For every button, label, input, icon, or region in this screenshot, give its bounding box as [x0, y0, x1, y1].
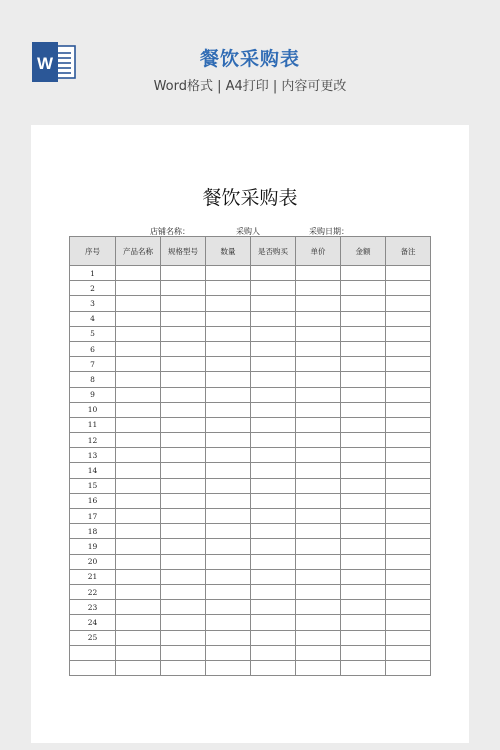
- table-cell[interactable]: [116, 266, 161, 281]
- table-cell[interactable]: [296, 524, 341, 539]
- table-cell[interactable]: [161, 584, 206, 599]
- table-cell[interactable]: [251, 584, 296, 599]
- table-cell[interactable]: [341, 493, 386, 508]
- table-cell[interactable]: [251, 357, 296, 372]
- table-cell[interactable]: [386, 266, 431, 281]
- table-cell[interactable]: [251, 326, 296, 341]
- table-row: [70, 296, 431, 311]
- table-cell[interactable]: [206, 493, 251, 508]
- table-cell[interactable]: [206, 281, 251, 296]
- row-index-cell: 19: [70, 539, 116, 554]
- row-index-cell: 23: [70, 600, 116, 615]
- header-purchased: 是否购买: [251, 237, 296, 266]
- table-cell[interactable]: [251, 509, 296, 524]
- table-row: [70, 539, 431, 554]
- table-cell[interactable]: [296, 509, 341, 524]
- table-cell[interactable]: [386, 402, 431, 417]
- table-row: [70, 554, 431, 569]
- row-index-cell: 25: [70, 630, 116, 645]
- table-cell[interactable]: [116, 600, 161, 615]
- table-cell[interactable]: [161, 281, 206, 296]
- row-index-cell: 18: [70, 524, 116, 539]
- table-cell[interactable]: [251, 417, 296, 432]
- table-cell[interactable]: [296, 281, 341, 296]
- table-cell[interactable]: [251, 554, 296, 569]
- table-cell[interactable]: [161, 600, 206, 615]
- table-cell[interactable]: [296, 417, 341, 432]
- table-row: [70, 341, 431, 356]
- table-cell[interactable]: [161, 615, 206, 630]
- row-index-cell: 14: [70, 463, 116, 478]
- table-cell[interactable]: [206, 402, 251, 417]
- table-cell[interactable]: [161, 326, 206, 341]
- table-cell[interactable]: [206, 615, 251, 630]
- table-cell[interactable]: [251, 387, 296, 402]
- table-cell[interactable]: [296, 630, 341, 645]
- table-cell[interactable]: [341, 417, 386, 432]
- table-cell[interactable]: [251, 311, 296, 326]
- table-cell[interactable]: [116, 311, 161, 326]
- table-header-row: [70, 237, 431, 266]
- table-row: [70, 357, 431, 372]
- table-cell[interactable]: [161, 524, 206, 539]
- purchase-table: [69, 236, 431, 676]
- table-cell[interactable]: [116, 660, 161, 675]
- table-cell[interactable]: [161, 266, 206, 281]
- table-cell[interactable]: [386, 372, 431, 387]
- table-cell[interactable]: [161, 463, 206, 478]
- table-cell[interactable]: [296, 584, 341, 599]
- table-row: [70, 372, 431, 387]
- table-row: [70, 326, 431, 341]
- table-cell[interactable]: [296, 600, 341, 615]
- table-cell[interactable]: [116, 630, 161, 645]
- table-cell[interactable]: [341, 478, 386, 493]
- row-index-cell: [70, 645, 116, 660]
- table-cell[interactable]: [386, 630, 431, 645]
- table-row: [70, 387, 431, 402]
- table-cell[interactable]: [386, 524, 431, 539]
- table-cell[interactable]: [296, 645, 341, 660]
- table-cell[interactable]: [296, 296, 341, 311]
- banner-title: 餐饮采购表: [199, 48, 300, 70]
- table-cell[interactable]: [161, 433, 206, 448]
- table-cell[interactable]: [386, 311, 431, 326]
- table-row: [70, 266, 431, 281]
- table-cell[interactable]: [386, 554, 431, 569]
- table-cell[interactable]: [296, 357, 341, 372]
- row-index-cell: 15: [70, 478, 116, 493]
- table-cell[interactable]: [116, 296, 161, 311]
- table-cell[interactable]: [341, 615, 386, 630]
- table-cell[interactable]: [296, 326, 341, 341]
- table-row: [70, 448, 431, 463]
- row-index-cell: 4: [70, 311, 116, 326]
- table-row: [70, 615, 431, 630]
- table-cell[interactable]: [206, 372, 251, 387]
- table-cell[interactable]: [206, 509, 251, 524]
- table-cell[interactable]: [116, 372, 161, 387]
- row-index-cell: 7: [70, 357, 116, 372]
- table-cell[interactable]: [161, 357, 206, 372]
- table-cell[interactable]: [386, 584, 431, 599]
- table-cell[interactable]: [206, 463, 251, 478]
- table-cell[interactable]: [161, 660, 206, 675]
- row-index-cell: 16: [70, 493, 116, 508]
- table-cell[interactable]: [296, 660, 341, 675]
- table-cell[interactable]: [386, 569, 431, 584]
- table-row: [70, 600, 431, 615]
- row-index-cell: 12: [70, 433, 116, 448]
- row-index-cell: 13: [70, 448, 116, 463]
- table-cell[interactable]: [386, 387, 431, 402]
- document-title: 餐饮采购表: [202, 187, 298, 209]
- table-row: [70, 569, 431, 584]
- table-cell[interactable]: [296, 387, 341, 402]
- table-cell[interactable]: [251, 266, 296, 281]
- table-row: [70, 660, 431, 675]
- table-cell[interactable]: [206, 448, 251, 463]
- table-cell[interactable]: [116, 433, 161, 448]
- table-cell[interactable]: [251, 478, 296, 493]
- table-cell[interactable]: [161, 539, 206, 554]
- table-cell[interactable]: [116, 584, 161, 599]
- table-cell[interactable]: [251, 539, 296, 554]
- banner: [0, 0, 500, 125]
- row-index-cell: 3: [70, 296, 116, 311]
- table-cell[interactable]: [386, 296, 431, 311]
- row-index-cell: 20: [70, 554, 116, 569]
- row-index-cell: 22: [70, 584, 116, 599]
- table-cell[interactable]: [116, 463, 161, 478]
- table-cell[interactable]: [386, 326, 431, 341]
- table-cell[interactable]: [341, 357, 386, 372]
- table-cell[interactable]: [341, 660, 386, 675]
- table-cell[interactable]: [386, 448, 431, 463]
- table-cell[interactable]: [386, 281, 431, 296]
- table-cell[interactable]: [251, 569, 296, 584]
- table-cell[interactable]: [161, 509, 206, 524]
- table-cell[interactable]: [116, 478, 161, 493]
- row-index-cell: [70, 660, 116, 675]
- table-cell[interactable]: [251, 660, 296, 675]
- table-cell[interactable]: [251, 433, 296, 448]
- table-row: [70, 493, 431, 508]
- table-cell[interactable]: [296, 433, 341, 448]
- table-cell[interactable]: [161, 448, 206, 463]
- table-row: [70, 402, 431, 417]
- table-cell[interactable]: [296, 372, 341, 387]
- table-cell[interactable]: [251, 615, 296, 630]
- table-cell[interactable]: [296, 448, 341, 463]
- table-cell[interactable]: [386, 433, 431, 448]
- table-cell[interactable]: [206, 478, 251, 493]
- row-index-cell: 10: [70, 402, 116, 417]
- table-cell[interactable]: [296, 569, 341, 584]
- table-cell[interactable]: [296, 402, 341, 417]
- table-cell[interactable]: [296, 539, 341, 554]
- table-cell[interactable]: [341, 402, 386, 417]
- table-cell[interactable]: [341, 311, 386, 326]
- table-cell[interactable]: [161, 341, 206, 356]
- table-cell[interactable]: [161, 296, 206, 311]
- table-cell[interactable]: [206, 584, 251, 599]
- table-cell[interactable]: [296, 266, 341, 281]
- table-cell[interactable]: [161, 372, 206, 387]
- table-cell[interactable]: [296, 554, 341, 569]
- header-index: 序号: [70, 237, 116, 266]
- table-cell[interactable]: [161, 645, 206, 660]
- table-cell[interactable]: [386, 357, 431, 372]
- table-cell[interactable]: [206, 539, 251, 554]
- table-cell[interactable]: [386, 615, 431, 630]
- table-cell[interactable]: [206, 645, 251, 660]
- table-cell[interactable]: [386, 478, 431, 493]
- table-cell[interactable]: [251, 630, 296, 645]
- table-cell[interactable]: [251, 524, 296, 539]
- table-cell[interactable]: [296, 615, 341, 630]
- table-cell[interactable]: [116, 645, 161, 660]
- table-cell[interactable]: [341, 387, 386, 402]
- table-cell[interactable]: [251, 281, 296, 296]
- table-cell[interactable]: [116, 341, 161, 356]
- table-cell[interactable]: [116, 539, 161, 554]
- table-cell[interactable]: [161, 417, 206, 432]
- table-cell[interactable]: [386, 417, 431, 432]
- table-cell[interactable]: [341, 645, 386, 660]
- table-cell[interactable]: [296, 493, 341, 508]
- table-cell[interactable]: [341, 539, 386, 554]
- row-index-cell: 6: [70, 341, 116, 356]
- table-cell[interactable]: [116, 509, 161, 524]
- row-index-cell: 24: [70, 615, 116, 630]
- table-row: [70, 433, 431, 448]
- table-cell[interactable]: [116, 387, 161, 402]
- table-cell[interactable]: [161, 402, 206, 417]
- table-cell[interactable]: [341, 524, 386, 539]
- row-index-cell: 8: [70, 372, 116, 387]
- table-cell[interactable]: [251, 600, 296, 615]
- table-row: [70, 281, 431, 296]
- table-cell[interactable]: [386, 341, 431, 356]
- table-cell[interactable]: [341, 463, 386, 478]
- table-cell[interactable]: [161, 311, 206, 326]
- table-cell[interactable]: [116, 569, 161, 584]
- header-unit-price: 单价: [296, 237, 341, 266]
- table-cell[interactable]: [341, 630, 386, 645]
- buyer-label: 采购人: [236, 227, 260, 236]
- table-cell[interactable]: [386, 660, 431, 675]
- word-logo-letter: W: [36, 54, 54, 73]
- table-cell[interactable]: [251, 463, 296, 478]
- table-cell[interactable]: [206, 387, 251, 402]
- table-cell[interactable]: [116, 524, 161, 539]
- table-cell[interactable]: [206, 357, 251, 372]
- table-cell[interactable]: [116, 417, 161, 432]
- row-index-cell: 21: [70, 569, 116, 584]
- table-cell[interactable]: [206, 341, 251, 356]
- table-cell[interactable]: [251, 402, 296, 417]
- table-cell[interactable]: [341, 341, 386, 356]
- table-cell[interactable]: [161, 493, 206, 508]
- table-cell[interactable]: [206, 524, 251, 539]
- row-index-cell: 11: [70, 417, 116, 432]
- table-cell[interactable]: [116, 493, 161, 508]
- row-index-cell: 9: [70, 387, 116, 402]
- table-cell[interactable]: [341, 554, 386, 569]
- row-index-cell: 2: [70, 281, 116, 296]
- table-cell[interactable]: [206, 554, 251, 569]
- table-cell[interactable]: [161, 569, 206, 584]
- table-cell[interactable]: [116, 402, 161, 417]
- table-row: [70, 630, 431, 645]
- header-product-name: 产品名称: [116, 237, 161, 266]
- table-cell[interactable]: [251, 296, 296, 311]
- banner-subtitle: Word格式 | A4打印 | 内容可更改: [153, 79, 347, 94]
- header-amount: 金额: [341, 237, 386, 266]
- header-notes: 备注: [386, 237, 431, 266]
- table-cell[interactable]: [116, 281, 161, 296]
- table-cell[interactable]: [116, 554, 161, 569]
- table-cell[interactable]: [341, 433, 386, 448]
- table-cell[interactable]: [341, 569, 386, 584]
- table-cell[interactable]: [206, 296, 251, 311]
- table-cell[interactable]: [386, 539, 431, 554]
- table-cell[interactable]: [206, 326, 251, 341]
- row-index-cell: 5: [70, 326, 116, 341]
- header-quantity: 数量: [206, 237, 251, 266]
- table-row: [70, 463, 431, 478]
- table-cell[interactable]: [161, 630, 206, 645]
- table-cell[interactable]: [161, 554, 206, 569]
- table-cell[interactable]: [206, 417, 251, 432]
- table-cell[interactable]: [206, 311, 251, 326]
- table-cell[interactable]: [251, 448, 296, 463]
- table-cell[interactable]: [116, 448, 161, 463]
- table-cell[interactable]: [251, 341, 296, 356]
- table-row: [70, 478, 431, 493]
- table-cell[interactable]: [341, 296, 386, 311]
- table-cell[interactable]: [296, 463, 341, 478]
- table-cell[interactable]: [206, 569, 251, 584]
- table-cell[interactable]: [386, 509, 431, 524]
- table-cell[interactable]: [116, 357, 161, 372]
- table-cell[interactable]: [386, 645, 431, 660]
- table-row: [70, 645, 431, 660]
- table-cell[interactable]: [206, 266, 251, 281]
- table-cell[interactable]: [161, 387, 206, 402]
- table-cell[interactable]: [341, 266, 386, 281]
- table-cell[interactable]: [296, 478, 341, 493]
- table-cell[interactable]: [296, 341, 341, 356]
- table-cell[interactable]: [341, 281, 386, 296]
- table-cell[interactable]: [341, 600, 386, 615]
- table-row: [70, 417, 431, 432]
- document-page: [31, 125, 469, 743]
- table-cell[interactable]: [206, 433, 251, 448]
- table-cell[interactable]: [206, 660, 251, 675]
- table-cell[interactable]: [251, 645, 296, 660]
- table-cell[interactable]: [341, 448, 386, 463]
- row-index-cell: 17: [70, 509, 116, 524]
- purchase-date-label: 采购日期：: [309, 227, 349, 236]
- table-row: [70, 509, 431, 524]
- store-name-label: 店铺名称：: [150, 227, 190, 236]
- table-row: [70, 311, 431, 326]
- table-cell[interactable]: [296, 311, 341, 326]
- header-spec-model: 规格型号: [161, 237, 206, 266]
- table-cell[interactable]: [386, 493, 431, 508]
- table-cell[interactable]: [341, 326, 386, 341]
- table-cell[interactable]: [341, 509, 386, 524]
- table-row: [70, 584, 431, 599]
- table-cell[interactable]: [386, 463, 431, 478]
- table-cell[interactable]: [341, 372, 386, 387]
- table-cell[interactable]: [386, 600, 431, 615]
- table-cell[interactable]: [251, 493, 296, 508]
- table-cell[interactable]: [341, 584, 386, 599]
- table-cell[interactable]: [161, 478, 206, 493]
- table-cell[interactable]: [251, 372, 296, 387]
- table-cell[interactable]: [206, 630, 251, 645]
- table-cell[interactable]: [116, 326, 161, 341]
- table-row: [70, 524, 431, 539]
- table-cell[interactable]: [116, 615, 161, 630]
- table-cell[interactable]: [206, 600, 251, 615]
- row-index-cell: 1: [70, 266, 116, 281]
